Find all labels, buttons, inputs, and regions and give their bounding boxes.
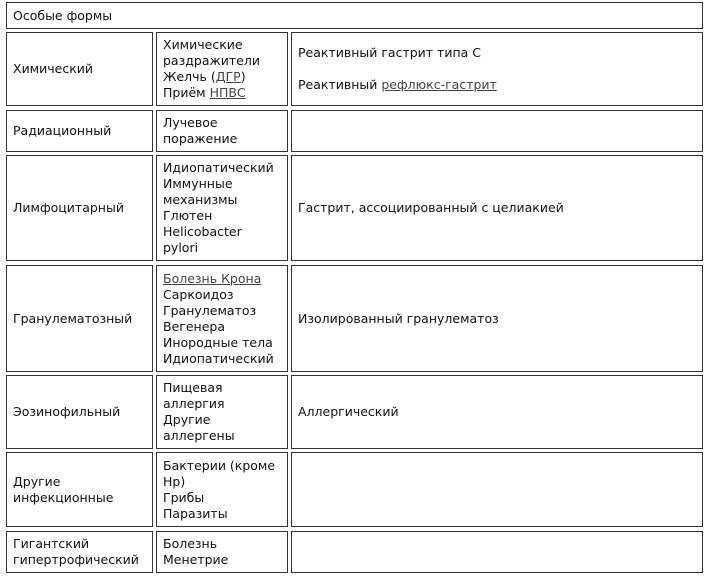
cell-line	[298, 77, 696, 93]
causes-cell	[156, 265, 288, 372]
causes-cell	[156, 110, 288, 152]
cell-line	[298, 311, 696, 327]
cell-text: Болезнь	[163, 536, 218, 551]
line-gap	[298, 61, 696, 77]
cell-line	[163, 319, 281, 335]
forms-cell	[291, 265, 703, 372]
cell-text: Иммунные	[163, 176, 233, 191]
cell-line	[163, 490, 281, 506]
row-name-cell	[6, 32, 153, 106]
cell-line	[163, 380, 281, 396]
cell-text: Аллергический	[298, 404, 399, 419]
cell-line	[298, 404, 696, 420]
cell-line	[163, 287, 281, 303]
causes-cell	[156, 375, 288, 449]
cell-line	[298, 45, 696, 61]
cell-text: Инородные тела	[163, 334, 273, 350]
cell-line	[163, 208, 281, 224]
cell-line	[163, 224, 281, 240]
cell-text: механизмы	[163, 192, 238, 207]
row-name-cell	[6, 531, 153, 573]
cell-text: Гастрит, ассоциированный с целиакией	[298, 200, 564, 215]
cell-text: Идиопатический	[163, 160, 274, 175]
causes-cell	[156, 452, 288, 527]
forms-cell	[291, 32, 703, 106]
term-link[interactable]: рефлюкс-гастрит	[381, 77, 497, 92]
cell-text: раздражители	[163, 53, 260, 68]
causes-cell	[156, 32, 288, 106]
cell-line	[163, 396, 281, 412]
cell-line	[163, 458, 281, 474]
table-header	[6, 2, 703, 29]
forms-cell	[291, 110, 703, 152]
cell-text: аллергены	[163, 428, 235, 443]
cell-line	[163, 160, 281, 176]
cell-text: )	[240, 69, 246, 84]
cell-line	[163, 240, 281, 256]
cell-text: pylori	[163, 240, 199, 255]
cell-text: Бактерии (кроме	[163, 457, 276, 473]
row-name: Гранулематозный	[13, 310, 133, 326]
term-link[interactable]: ДГР	[215, 69, 241, 84]
cell-text: Лучевое	[163, 115, 218, 130]
cell-text: Желчь (	[163, 69, 216, 84]
row-name-cell	[6, 265, 153, 372]
cell-line	[163, 412, 281, 428]
cell-text: Реактивный	[298, 77, 382, 92]
row-name-line: инфекционные	[13, 489, 114, 505]
row-name: Эозинофильный	[13, 404, 121, 419]
cell-line	[163, 69, 281, 85]
cell-text: Другие	[163, 412, 211, 427]
cell-line	[163, 506, 281, 522]
row-name-cell	[6, 110, 153, 152]
cell-text: аллергия	[163, 396, 225, 411]
cell-text: Пищевая	[163, 380, 223, 395]
cell-line	[163, 335, 281, 351]
row-name: Радиационный	[13, 123, 112, 138]
cell-text: Приём	[163, 85, 210, 100]
row-name-line: Другие	[13, 473, 61, 489]
cell-line	[163, 552, 281, 568]
cell-text: Грибы	[163, 489, 205, 505]
cell-text: Реактивный гастрит типа С	[298, 45, 481, 60]
cell-line	[163, 271, 281, 287]
cell-text: поражение	[163, 131, 238, 146]
cell-line	[298, 200, 696, 216]
cell-text: Helicobacter	[163, 224, 242, 239]
forms-cell	[291, 375, 703, 449]
cell-line	[163, 53, 281, 69]
row-name-line: Гигантский	[13, 536, 90, 551]
cell-line	[163, 176, 281, 192]
cell-text: Глютен	[163, 208, 213, 223]
cell-line	[163, 474, 281, 490]
cell-text: Вегенера	[163, 318, 225, 334]
cell-text: Hp)	[163, 473, 186, 489]
cell-text: Менетрие	[163, 552, 229, 567]
cell-line	[163, 192, 281, 208]
row-name-line: гипертрофический	[13, 552, 139, 567]
cell-line	[163, 351, 281, 367]
cell-text: Паразиты	[163, 505, 228, 521]
cell-line	[163, 37, 281, 53]
cell-line	[163, 536, 281, 552]
cell-text: Идиопатический	[163, 350, 274, 366]
header-title: Особые формы	[13, 7, 113, 23]
forms-cell	[291, 531, 703, 573]
cell-text: Саркоидоз	[163, 286, 234, 302]
row-name-cell	[6, 452, 153, 527]
row-name: Химический	[13, 61, 93, 76]
row-name-cell	[6, 375, 153, 449]
cell-line	[163, 303, 281, 319]
cell-text: Гранулематоз	[163, 302, 257, 318]
cell-line	[163, 85, 281, 101]
term-link[interactable]: Болезнь Крона	[163, 270, 262, 286]
forms-cell	[291, 452, 703, 527]
causes-cell	[156, 155, 288, 261]
causes-cell	[156, 531, 288, 573]
term-link[interactable]: НПВС	[209, 85, 246, 100]
forms-cell	[291, 155, 703, 261]
cell-text: Химические	[163, 37, 243, 52]
row-name: Лимфоцитарный	[13, 200, 124, 215]
cell-line	[163, 115, 281, 131]
cell-line	[163, 428, 281, 444]
row-name-cell	[6, 155, 153, 261]
cell-line	[163, 131, 281, 147]
cell-text: Изолированный гранулематоз	[298, 310, 499, 326]
